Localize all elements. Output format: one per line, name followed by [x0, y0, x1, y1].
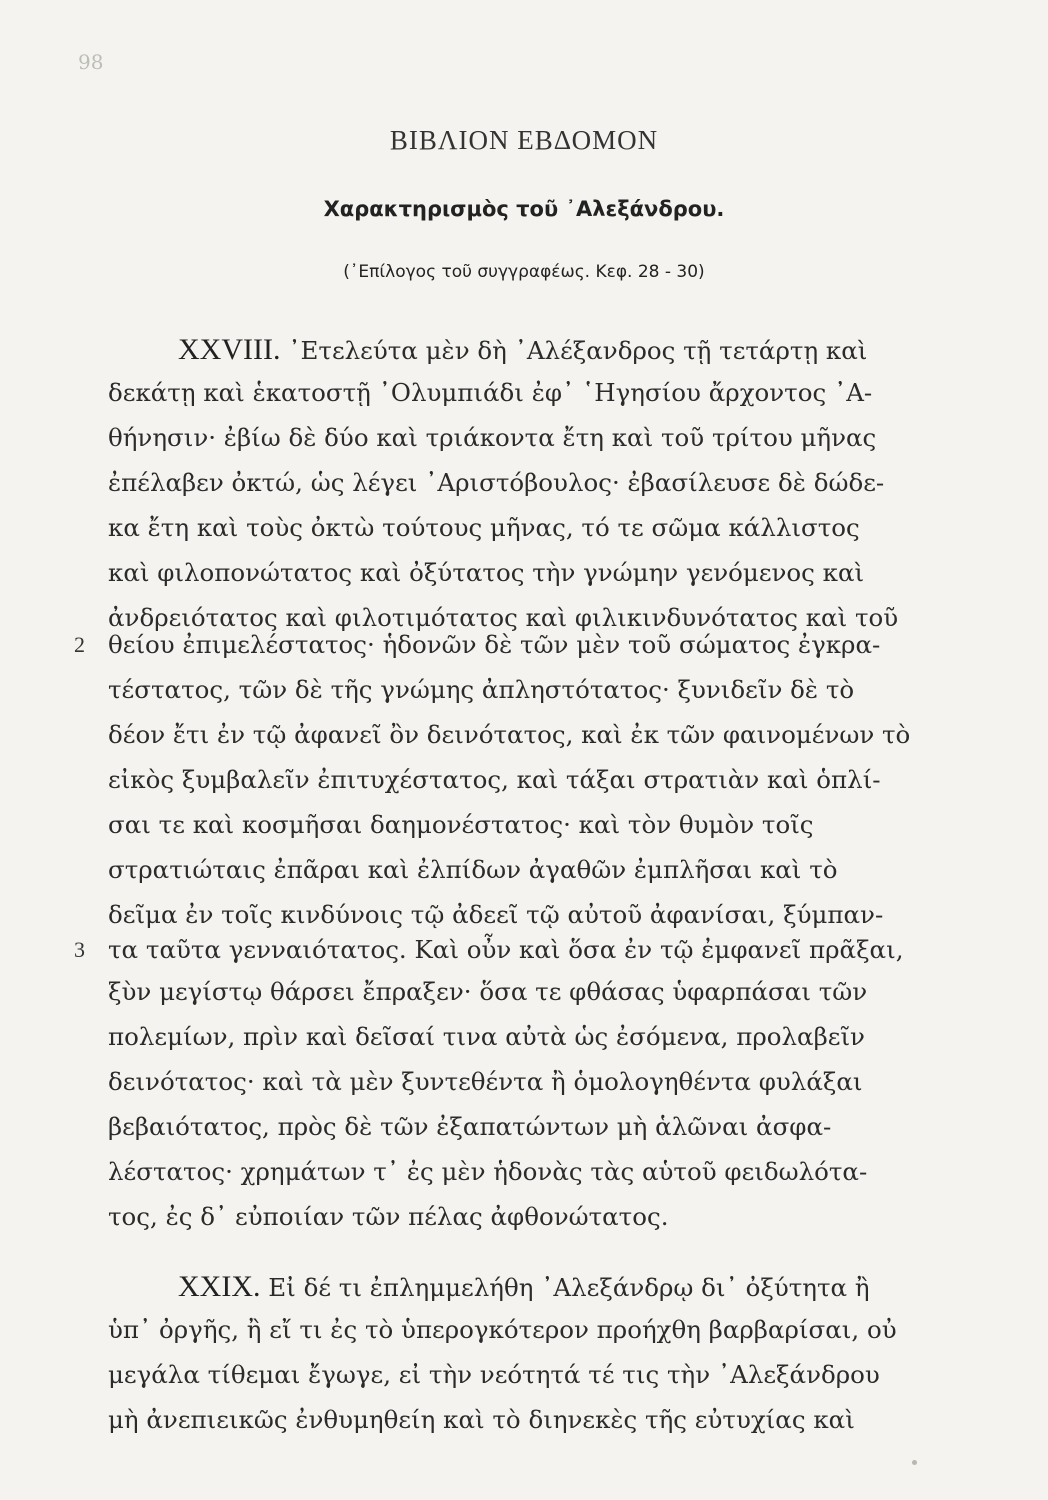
chapter-28-first-line [178, 330, 968, 370]
margin-section-number: 3 [74, 937, 85, 962]
chapter-29-first-line [178, 1267, 968, 1307]
text-line: θήνησιν· ἐβίω δὲ δύο καὶ τριάκοντα ἔτη καὶ τοῦ τρίτου μῆνας [108, 423, 877, 452]
text-line: δεκάτῃ καὶ ἑκατοστῇ ᾿Ολυμπιάδι ἐφ᾿ ῾Ηγησίου ἄρχοντος ᾿Α- [108, 378, 873, 407]
text-line: μεγάλα τίθεμαι ἔγωγε, εἰ τὴν νεότητά τέ τις τὴν ᾿Αλεξάνδρου [108, 1360, 880, 1389]
chapter-29-numeral: XXIX. [178, 1270, 261, 1303]
chapter-28-opening-text: ᾿Ετελεύτα μὲν δὴ ᾿Αλέξανδρος τῇ τετάρτῃ καὶ [280, 336, 868, 365]
text-line: δέον ἔτι ἐν τῷ ἀφανεῖ ὂν δεινότατος, καὶ ἐκ τῶν φαινομένων τὸ [108, 720, 911, 749]
text-line: δεινότατος· καὶ τὰ μὲν ξυντεθέντα ἢ ὁμολογηθέντα φυλάξαι [108, 1067, 863, 1096]
book-title: ΒΙΒΛΙΟΝ ΕΒΔΟΜΟΝ [389, 125, 659, 155]
text-line: σαι τε καὶ κοσμῆσαι δαημονέστατος· καὶ τὸν θυμὸν τοῖς [108, 810, 814, 839]
margin-section-number: 2 [74, 632, 85, 657]
text-line: βεβαιότατος, πρὸς δὲ τῶν ἐξαπατώντων μὴ ἁλῶναι ἀσφα- [108, 1112, 832, 1141]
text-line: δεῖμα ἐν τοῖς κινδύνοις τῷ ἀδεεῖ τῷ αὐτοῦ ἀφανίσαι, ξύμπαν- [108, 900, 884, 929]
section-title: Χαρακτηρισμὸς τοῦ ᾿Αλεξάνδρου. [323, 197, 725, 221]
chapter-28-numeral: XXVIII. [178, 333, 281, 366]
text-line: ἀνδρειότατος καὶ φιλοτιμότατος καὶ φιλικινδυνότατος καὶ τοῦ [108, 603, 899, 632]
paper-speck [912, 1460, 917, 1465]
text-line: λέστατος· χρημάτων τ᾿ ἐς μὲν ἡδονὰς τὰς αὑτοῦ φειδωλότα- [108, 1157, 868, 1186]
text-line: θείου ἐπιμελέστατος· ἡδονῶν δὲ τῶν μὲν τοῦ σώματος ἐγκρα- [108, 630, 881, 659]
text-line: στρατιώταις ἐπᾶραι καὶ ἐλπίδων ἀγαθῶν ἐμπλῆσαι καὶ τὸ [108, 855, 838, 884]
text-line: εἰκὸς ξυμβαλεῖν ἐπιτυχέστατος, καὶ τάξαι στρατιὰν καὶ ὁπλί- [108, 765, 881, 794]
text-line: καὶ φιλοπονώτατος καὶ ὀξύτατος τὴν γνώμην γενόμενος καὶ [108, 558, 865, 587]
text-line: τέστατος, τῶν δὲ τῆς γνώμης ἀπληστότατος· ξυνιδεῖν δὲ τὸ [108, 675, 855, 704]
page-number: 98 [78, 50, 104, 74]
text-line: μὴ ἀνεπιεικῶς ἐνθυμηθείη καὶ τὸ διηνεκὲς τῆς εὐτυχίας καὶ [108, 1405, 855, 1434]
text-line: κα ἔτη καὶ τοὺς ὀκτὼ τούτους μῆνας, τό τε σῶμα κάλλιστος [108, 513, 860, 542]
chapter-29-opening-text: Εἰ δέ τι ἐπλημμελήθη ᾿Αλεξάνδρῳ δι᾿ ὀξύτητα ἢ [260, 1273, 870, 1302]
text-line: τα ταῦτα γενναιότατος. Καὶ οὖν καὶ ὅσα ἐν τῷ ἐμφανεῖ πρᾶξαι, [108, 935, 904, 964]
subsection-heading: (᾿Επίλογος τοῦ συγγραφέως. Κεφ. 28 - 30) [343, 262, 705, 282]
text-line: πολεμίων, πρὶν καὶ δεῖσαί τινα αὐτὰ ὡς ἐσόμενα, προλαβεῖν [108, 1022, 865, 1051]
text-line: τος, ἐς δ᾿ εὐποιίαν τῶν πέλας ἀφθονώτατος. [108, 1202, 669, 1231]
text-line: ξὺν μεγίστῳ θάρσει ἔπραξεν· ὅσα τε φθάσας ὑφαρπάσαι τῶν [108, 977, 868, 1006]
text-line: ἐπέλαβεν ὀκτώ, ὡς λέγει ᾿Αριστόβουλος· ἐβασίλευσε δὲ δώδε- [108, 468, 885, 497]
text-line: ὑπ᾿ ὀργῆς, ἢ εἴ τι ἐς τὸ ὑπερογκότερον προήχθη βαρβαρίσαι, οὐ [108, 1315, 897, 1344]
